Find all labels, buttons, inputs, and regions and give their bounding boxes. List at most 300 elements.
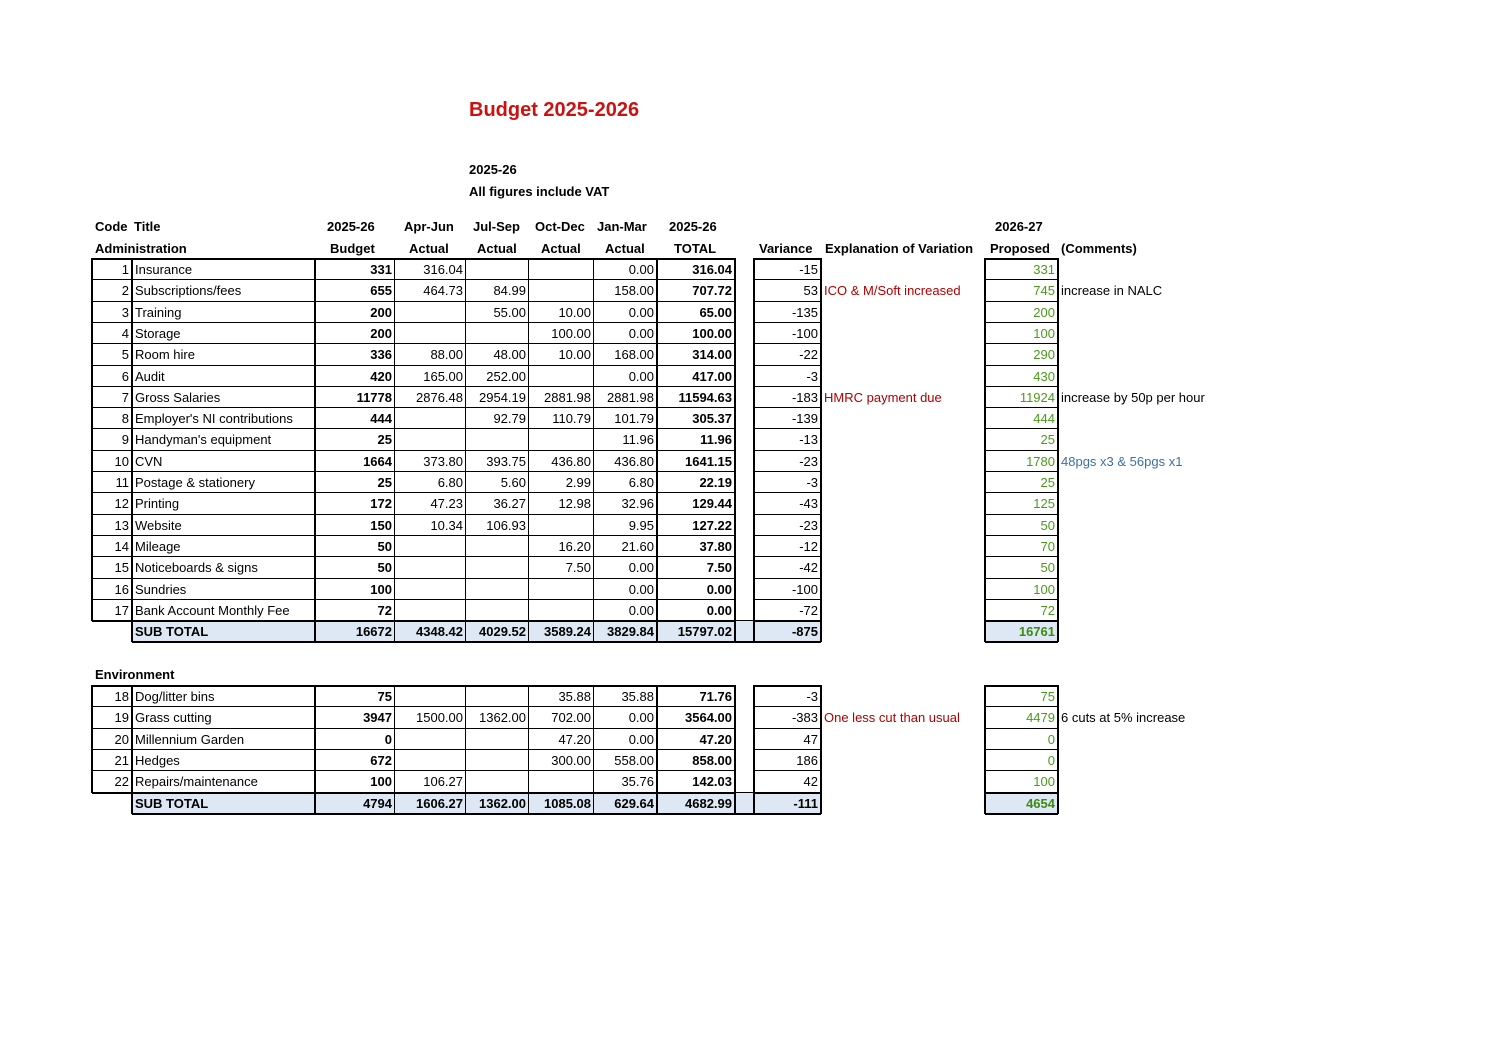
cell-variance: -43 — [799, 496, 818, 512]
cell-q3: 702.00 — [551, 710, 591, 726]
cell-explanation — [821, 259, 985, 280]
cell-variance: -42 — [799, 560, 818, 576]
grid-line — [92, 728, 735, 729]
cell-proposed: 4479 — [1026, 710, 1055, 726]
cell-variance: -22 — [799, 347, 818, 363]
subtotal-proposed: 16761 — [1018, 624, 1055, 640]
grid-line — [985, 322, 1058, 323]
cell-q2: 2954.19 — [479, 389, 526, 405]
grid-line — [985, 407, 1058, 408]
cell-variance: -100 — [791, 581, 818, 597]
cell-q2 — [466, 259, 529, 280]
grid-line — [656, 258, 658, 642]
cell-code: 10 — [114, 453, 129, 469]
cell-budget: 25 — [377, 475, 392, 490]
cell-variance: 47 — [803, 731, 818, 747]
subtotal-title: SUB TOTAL — [135, 795, 209, 811]
grid-line — [985, 620, 1058, 622]
grid-line — [984, 685, 986, 814]
cell-budget: 75 — [377, 689, 392, 704]
cell-q4: 158.00 — [614, 283, 654, 299]
grid-line — [735, 813, 821, 815]
cell-explanation — [821, 600, 985, 621]
cell-variance: -72 — [799, 602, 818, 618]
cell-title: CVN — [135, 453, 163, 469]
cell-q3: 100.00 — [551, 325, 591, 341]
grid-line — [735, 620, 754, 621]
cell-q2: 106.93 — [486, 517, 526, 533]
cell-total: 3564.00 — [685, 710, 732, 726]
grid-line — [754, 492, 821, 493]
cell-comment — [1058, 302, 1258, 323]
cell-title: Storage — [135, 325, 181, 341]
environment-label: Environment — [95, 667, 175, 682]
cell-q2 — [466, 323, 529, 344]
grid-line — [985, 492, 1058, 493]
grid-line — [92, 322, 735, 323]
cell-comment — [1058, 557, 1258, 578]
grid-line — [985, 641, 1058, 643]
cell-code: 17 — [114, 602, 129, 618]
grid-line — [92, 365, 735, 366]
grid-line — [593, 258, 594, 642]
cell-budget: 3947 — [363, 710, 392, 726]
cell-explanation — [821, 323, 985, 344]
cell-q1: 2876.48 — [416, 389, 463, 405]
cell-title: Repairs/maintenance — [135, 774, 258, 790]
header-actual-q4: Actual — [605, 241, 645, 256]
cell-comment — [1058, 771, 1258, 792]
cell-q1: 1500.00 — [416, 710, 463, 726]
cell-code: 2 — [121, 283, 129, 299]
grid-line — [92, 343, 735, 344]
grid-line — [92, 556, 735, 557]
grid-line — [985, 728, 1058, 729]
cell-code: 11 — [115, 475, 129, 490]
cell-proposed: 0 — [1047, 731, 1055, 747]
grid-line — [985, 578, 1058, 579]
cell-q2 — [466, 536, 529, 557]
cell-code: 9 — [121, 432, 129, 448]
cell-budget: 200 — [370, 304, 392, 320]
header-title: Title — [134, 219, 161, 234]
cell-code: 12 — [114, 496, 129, 512]
cell-total: 314.00 — [692, 347, 732, 363]
header-q1: Apr-Jun — [404, 219, 454, 234]
cell-q3: 16.20 — [558, 538, 591, 554]
subtotal-total: 15797.02 — [677, 624, 732, 640]
cell-budget: 420 — [370, 368, 392, 384]
header-explanation: Explanation of Variation — [825, 241, 974, 256]
cell-budget: 672 — [370, 752, 392, 768]
grid-line — [132, 813, 735, 815]
cell-q2: 36.27 — [493, 496, 526, 512]
cell-explanation — [821, 515, 985, 536]
grid-line — [735, 641, 821, 643]
cell-variance: 186 — [796, 752, 818, 768]
cell-q2 — [466, 686, 529, 707]
cell-title: Postage & stationery — [135, 475, 255, 490]
header-budget-year: 2025-26 — [327, 219, 375, 234]
cell-q1 — [395, 302, 466, 323]
cell-code: 15 — [114, 560, 129, 576]
cell-proposed: 745 — [1033, 283, 1055, 299]
cell-comment: increase by 50p per hour — [1061, 389, 1205, 405]
grid-line — [656, 685, 658, 814]
cell-explanation: HMRC payment due — [824, 389, 942, 405]
cell-budget: 200 — [370, 325, 392, 341]
cell-explanation — [821, 493, 985, 514]
cell-total: 417.00 — [692, 368, 732, 384]
grid-line — [92, 749, 735, 750]
cell-q1 — [395, 323, 466, 344]
grid-line — [394, 258, 395, 642]
grid-line — [820, 258, 822, 642]
subtotal-q4: 3829.84 — [607, 624, 654, 640]
cell-total: 316.04 — [692, 262, 732, 277]
cell-proposed: 430 — [1033, 368, 1055, 384]
cell-total: 1641.15 — [685, 453, 732, 469]
header-code: Code — [95, 219, 128, 234]
cell-q1 — [395, 750, 466, 771]
cell-q2 — [466, 429, 529, 450]
cell-budget: 72 — [377, 602, 392, 618]
cell-q2: 84.99 — [493, 283, 526, 299]
cell-total: 100.00 — [692, 325, 732, 341]
grid-line — [1057, 258, 1059, 642]
grid-line — [92, 599, 735, 600]
cell-code: 22 — [114, 774, 129, 790]
cell-q2 — [466, 600, 529, 621]
subtotal-budget: 4794 — [363, 795, 392, 811]
cell-total: 71.76 — [699, 689, 732, 704]
cell-q4: 0.00 — [628, 560, 654, 576]
cell-proposed: 25 — [1040, 475, 1055, 490]
grid-line — [92, 620, 735, 622]
cell-code: 6 — [121, 368, 129, 384]
cell-q3: 12.98 — [558, 496, 591, 512]
cell-total: 11.96 — [700, 432, 732, 448]
subtotal-q3: 3589.24 — [544, 624, 591, 640]
cell-q2: 393.75 — [486, 453, 526, 469]
cell-comment — [1058, 259, 1258, 280]
cell-budget: 0 — [384, 731, 392, 747]
cell-q3: 2.99 — [565, 475, 591, 490]
cell-q2 — [466, 771, 529, 792]
cell-explanation — [821, 472, 985, 493]
grid-line — [92, 450, 735, 451]
cell-budget: 172 — [370, 496, 392, 512]
grid-line — [985, 706, 1058, 707]
cell-q1: 316.04 — [423, 262, 463, 277]
cell-code: 14 — [114, 538, 129, 554]
cell-variance: 42 — [803, 774, 818, 790]
grid-line — [1057, 685, 1059, 814]
grid-line — [985, 792, 1058, 794]
cell-q2 — [466, 750, 529, 771]
cell-title: Noticeboards & signs — [135, 560, 258, 576]
cell-variance: -12 — [799, 538, 818, 554]
cell-q3 — [529, 259, 594, 280]
grid-line — [985, 450, 1058, 451]
cell-variance: -3 — [806, 689, 818, 704]
cell-q3: 7.50 — [565, 560, 591, 576]
cell-proposed: 75 — [1040, 689, 1055, 704]
cell-budget: 100 — [370, 774, 392, 790]
grid-line — [92, 279, 735, 280]
grid-line — [754, 685, 821, 687]
cell-comment — [1058, 686, 1258, 707]
cell-q1 — [395, 536, 466, 557]
cell-comment — [1058, 515, 1258, 536]
grid-line — [985, 535, 1058, 536]
cell-q4: 0.00 — [628, 581, 654, 597]
cell-q3 — [529, 280, 594, 301]
grid-line — [754, 428, 821, 429]
grid-line — [734, 258, 736, 642]
cell-total: 37.80 — [699, 538, 732, 554]
grid-line — [132, 641, 735, 643]
header-actual-q1: Actual — [409, 241, 449, 256]
cell-code: 20 — [114, 731, 129, 747]
cell-q1: 373.80 — [423, 453, 463, 469]
cell-code: 7 — [121, 389, 129, 405]
grid-line — [985, 365, 1058, 366]
cell-title: Employer's NI contributions — [135, 411, 293, 427]
cell-q3 — [529, 515, 594, 536]
cell-code: 21 — [114, 752, 129, 768]
cell-q4: 6.80 — [628, 475, 654, 490]
cell-proposed: 100 — [1033, 581, 1055, 597]
grid-line — [528, 685, 529, 814]
cell-code: 1 — [121, 262, 129, 277]
cell-q4: 0.00 — [628, 731, 654, 747]
cell-q4: 0.00 — [628, 710, 654, 726]
cell-comment — [1058, 429, 1258, 450]
grid-line — [754, 514, 821, 515]
cell-total: 0.00 — [706, 602, 732, 618]
cell-q2 — [466, 557, 529, 578]
cell-variance: -23 — [799, 517, 818, 533]
cell-q2: 55.00 — [493, 304, 526, 320]
cell-variance: -13 — [799, 432, 818, 448]
cell-code: 19 — [114, 710, 129, 726]
header-q4: Jan-Mar — [597, 219, 647, 234]
cell-comment — [1058, 493, 1258, 514]
grid-line — [92, 535, 735, 536]
grid-line — [528, 258, 529, 642]
subtotal-budget: 16672 — [355, 624, 392, 640]
cell-budget: 655 — [370, 283, 392, 299]
grid-line — [91, 685, 93, 793]
grid-line — [985, 279, 1058, 280]
subtotal-variance: -111 — [793, 795, 818, 811]
cell-explanation — [821, 729, 985, 750]
grid-line — [754, 343, 821, 344]
grid-line — [984, 258, 986, 642]
cell-total: 65.00 — [699, 304, 732, 320]
cell-code: 3 — [121, 304, 129, 320]
cell-title: Website — [135, 517, 182, 533]
cell-title: Mileage — [135, 538, 181, 554]
cell-proposed: 11924 — [1019, 389, 1055, 405]
grid-line — [92, 471, 735, 472]
cell-title: Insurance — [135, 262, 193, 277]
cell-budget: 1664 — [363, 453, 392, 469]
cell-total: 127.22 — [692, 517, 732, 533]
cell-code: 5 — [121, 347, 129, 363]
subtotal-q4: 629.64 — [614, 795, 654, 811]
grid-line — [92, 492, 735, 493]
cell-total: 7.50 — [706, 560, 732, 576]
subtitle-note: All figures include VAT — [469, 184, 610, 199]
cell-explanation: One less cut than usual — [824, 710, 960, 726]
grid-line — [735, 792, 754, 793]
grid-line — [92, 407, 735, 408]
grid-line — [131, 258, 133, 642]
cell-proposed: 100 — [1033, 774, 1055, 790]
cell-comment — [1058, 579, 1258, 600]
cell-q3 — [529, 429, 594, 450]
cell-variance: -135 — [791, 304, 818, 320]
grid-line — [92, 685, 735, 687]
grid-line — [754, 706, 821, 707]
cell-proposed: 50 — [1040, 560, 1055, 576]
cell-q2: 92.79 — [493, 411, 526, 427]
grid-line — [754, 535, 821, 536]
cell-title: Millennium Garden — [135, 731, 245, 747]
cell-total: 129.44 — [692, 496, 732, 512]
grid-line — [754, 450, 821, 451]
cell-q2 — [466, 579, 529, 600]
cell-q4: 21.60 — [621, 538, 654, 554]
cell-title: Handyman's equipment — [135, 432, 272, 448]
grid-line — [754, 301, 821, 302]
grid-line — [985, 749, 1058, 750]
cell-comment — [1058, 600, 1258, 621]
cell-q2: 48.00 — [493, 347, 526, 363]
cell-explanation — [821, 750, 985, 771]
cell-proposed: 100 — [1033, 325, 1055, 341]
cell-variance: -383 — [791, 710, 818, 726]
cell-q1 — [395, 429, 466, 450]
cell-variance: -139 — [791, 411, 818, 427]
cell-q1 — [395, 686, 466, 707]
grid-line — [754, 749, 821, 750]
cell-code: 18 — [114, 689, 129, 704]
cell-q4: 35.88 — [621, 689, 654, 704]
cell-total: 858.00 — [692, 752, 732, 768]
subtotal-variance: -875 — [791, 624, 818, 640]
header-q3: Oct-Dec — [535, 219, 585, 234]
cell-budget: 100 — [370, 581, 392, 597]
cell-proposed: 50 — [1040, 517, 1055, 533]
subtotal-q2: 1362.00 — [479, 795, 526, 811]
cell-budget: 150 — [370, 517, 392, 533]
cell-budget: 25 — [377, 432, 392, 448]
cell-total: 142.03 — [692, 774, 732, 790]
cell-q1: 10.34 — [430, 517, 463, 533]
cell-q3 — [529, 771, 594, 792]
header-proposed: Proposed — [990, 241, 1050, 256]
cell-q4: 11.96 — [622, 432, 654, 448]
grid-line — [985, 685, 1058, 687]
cell-total: 305.37 — [692, 411, 732, 427]
grid-line — [754, 578, 821, 579]
cell-title: Hedges — [135, 752, 180, 768]
cell-q3 — [529, 600, 594, 621]
grid-line — [754, 620, 821, 622]
cell-explanation — [821, 557, 985, 578]
grid-line — [465, 258, 466, 642]
grid-line — [754, 599, 821, 600]
cell-q2: 5.60 — [500, 475, 526, 490]
cell-q2: 1362.00 — [479, 710, 526, 726]
cell-q1: 165.00 — [423, 368, 463, 384]
grid-line — [92, 258, 735, 260]
header-comments: (Comments) — [1061, 241, 1137, 256]
cell-proposed: 331 — [1033, 262, 1055, 277]
cell-explanation — [821, 344, 985, 365]
grid-line — [394, 685, 395, 814]
grid-line — [734, 685, 736, 814]
cell-title: Audit — [135, 368, 165, 384]
cell-q1: 47.23 — [430, 496, 463, 512]
cell-q2: 252.00 — [486, 368, 526, 384]
header-q2: Jul-Sep — [473, 219, 520, 234]
grid-line — [820, 685, 822, 814]
grid-line — [92, 792, 735, 794]
cell-q4: 0.00 — [628, 304, 654, 320]
grid-line — [92, 578, 735, 579]
cell-code: 8 — [121, 411, 129, 427]
cell-comment: 48pgs x3 & 56pgs x1 — [1061, 453, 1183, 469]
cell-budget: 11778 — [356, 389, 392, 405]
cell-title: Printing — [135, 496, 180, 512]
grid-line — [91, 258, 93, 621]
cell-proposed: 125 — [1033, 496, 1055, 512]
cell-q4: 0.00 — [628, 262, 654, 277]
cell-comment: increase in NALC — [1061, 283, 1163, 299]
cell-q1 — [395, 729, 466, 750]
cell-explanation — [821, 408, 985, 429]
cell-total: 707.72 — [692, 283, 732, 299]
cell-q2 — [466, 729, 529, 750]
cell-explanation — [821, 302, 985, 323]
grid-line — [314, 685, 316, 814]
cell-q4: 0.00 — [628, 368, 654, 384]
grid-line — [92, 386, 735, 387]
cell-q1: 106.27 — [423, 774, 463, 790]
grid-line — [593, 685, 594, 814]
cell-comment — [1058, 536, 1258, 557]
header-total-year: 2025-26 — [669, 219, 717, 234]
cell-q3: 10.00 — [558, 347, 591, 363]
grid-line — [985, 386, 1058, 387]
grid-line — [985, 556, 1058, 557]
grid-line — [754, 792, 821, 794]
cell-code: 4 — [121, 325, 129, 341]
cell-explanation — [821, 429, 985, 450]
cell-q3: 35.88 — [558, 689, 591, 704]
cell-proposed: 72 — [1040, 602, 1055, 618]
cell-q4: 9.95 — [628, 517, 654, 533]
cell-comment — [1058, 750, 1258, 771]
grid-line — [985, 813, 1058, 815]
cell-budget: 50 — [377, 560, 392, 576]
cell-q4: 0.00 — [628, 602, 654, 618]
cell-comment: 6 cuts at 5% increase — [1061, 710, 1186, 726]
